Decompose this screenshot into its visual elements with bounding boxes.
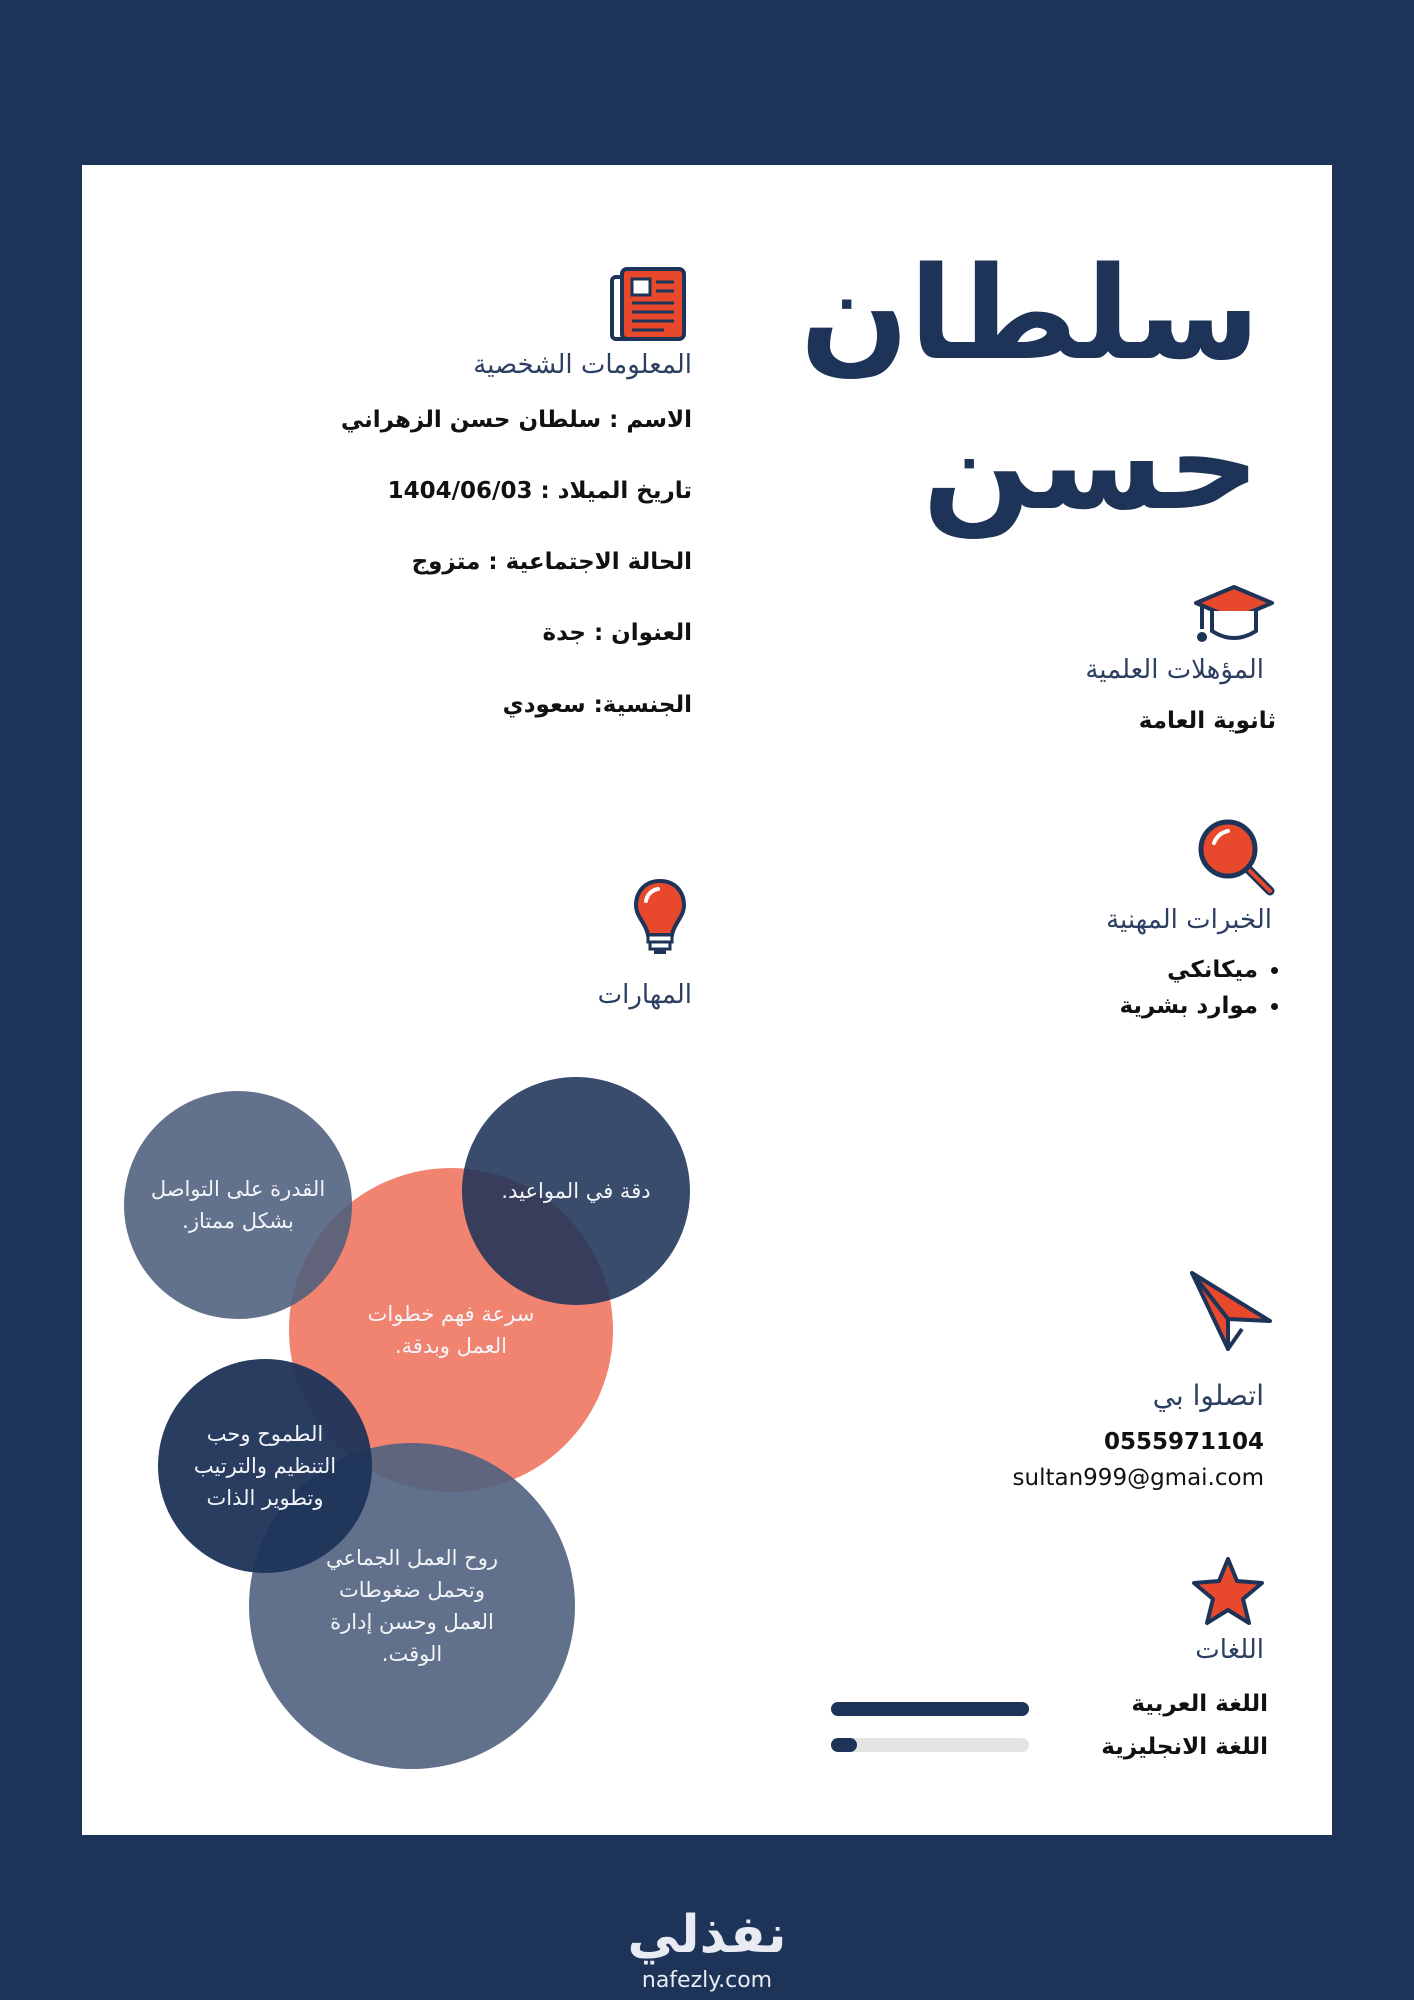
experience-item: • ميكانكي — [884, 952, 1258, 988]
language-level-fill — [831, 1702, 1029, 1716]
skill-text: روح العمل الجماعي وتحمل ضغوطات العمل وحسن إدارة الوقت. — [326, 1546, 498, 1666]
skill-text: دقة في المواعيد. — [501, 1179, 651, 1203]
skill-circle — [158, 1359, 372, 1573]
resume-page — [82, 165, 1332, 1835]
skill-text: الطموح وحب التنظيم والترتيب وتطوير الذات — [193, 1422, 337, 1510]
name-last: حسن — [922, 390, 1260, 539]
footer-logo-arabic: نفذلي — [627, 1905, 787, 1965]
name-first: سلطان — [799, 240, 1260, 389]
language-level-bar — [831, 1702, 1029, 1716]
education-value: ثانوية العامة — [1138, 708, 1276, 734]
skill-text: سرعة فهم خطوات العمل وبدقة. — [367, 1302, 535, 1358]
skill-circle — [124, 1091, 352, 1319]
star-icon — [1190, 1555, 1266, 1631]
language-level-fill — [831, 1738, 857, 1752]
lightbulb-icon — [632, 877, 688, 961]
magnifier-icon — [1196, 817, 1276, 901]
experience-list — [884, 952, 1284, 1024]
info-name: الاسم : سلطان حسن الزهراني — [340, 407, 692, 433]
info-address: العنوان : جدة — [542, 620, 692, 646]
contact-email[interactable]: sultan999@gmai.com — [1012, 1465, 1264, 1491]
languages-title: اللغات — [1195, 1635, 1264, 1665]
info-birthdate: تاريخ الميلاد : 1404/06/03 — [387, 478, 692, 504]
skills-title: المهارات — [597, 980, 692, 1010]
contact-phone[interactable]: 0555971104 — [1103, 1429, 1264, 1455]
skill-text: القدرة على التواصل بشكل ممتاز. — [150, 1177, 326, 1233]
newspaper-icon — [608, 265, 688, 349]
skill-circle — [462, 1077, 690, 1305]
paper-plane-icon — [1188, 1269, 1274, 1359]
language-level-bar — [831, 1738, 1029, 1752]
personal-info-title: المعلومات الشخصية — [473, 350, 692, 380]
contact-title: اتصلوا بي — [1152, 1379, 1264, 1412]
footer-logo-url[interactable]: nafezly.com — [641, 1968, 773, 1993]
language-name: اللغة العربية — [1131, 1691, 1268, 1717]
info-marital-status: الحالة الاجتماعية : متزوج — [411, 549, 692, 575]
experience-item: • موارد بشرية — [884, 988, 1258, 1024]
graduation-cap-icon — [1194, 583, 1274, 653]
language-name: اللغة الانجليزية — [1101, 1734, 1268, 1760]
info-nationality: الجنسية: سعودي — [502, 692, 692, 718]
experience-title: الخبرات المهنية — [1106, 905, 1272, 935]
education-title: المؤهلات العلمية — [1085, 655, 1264, 685]
